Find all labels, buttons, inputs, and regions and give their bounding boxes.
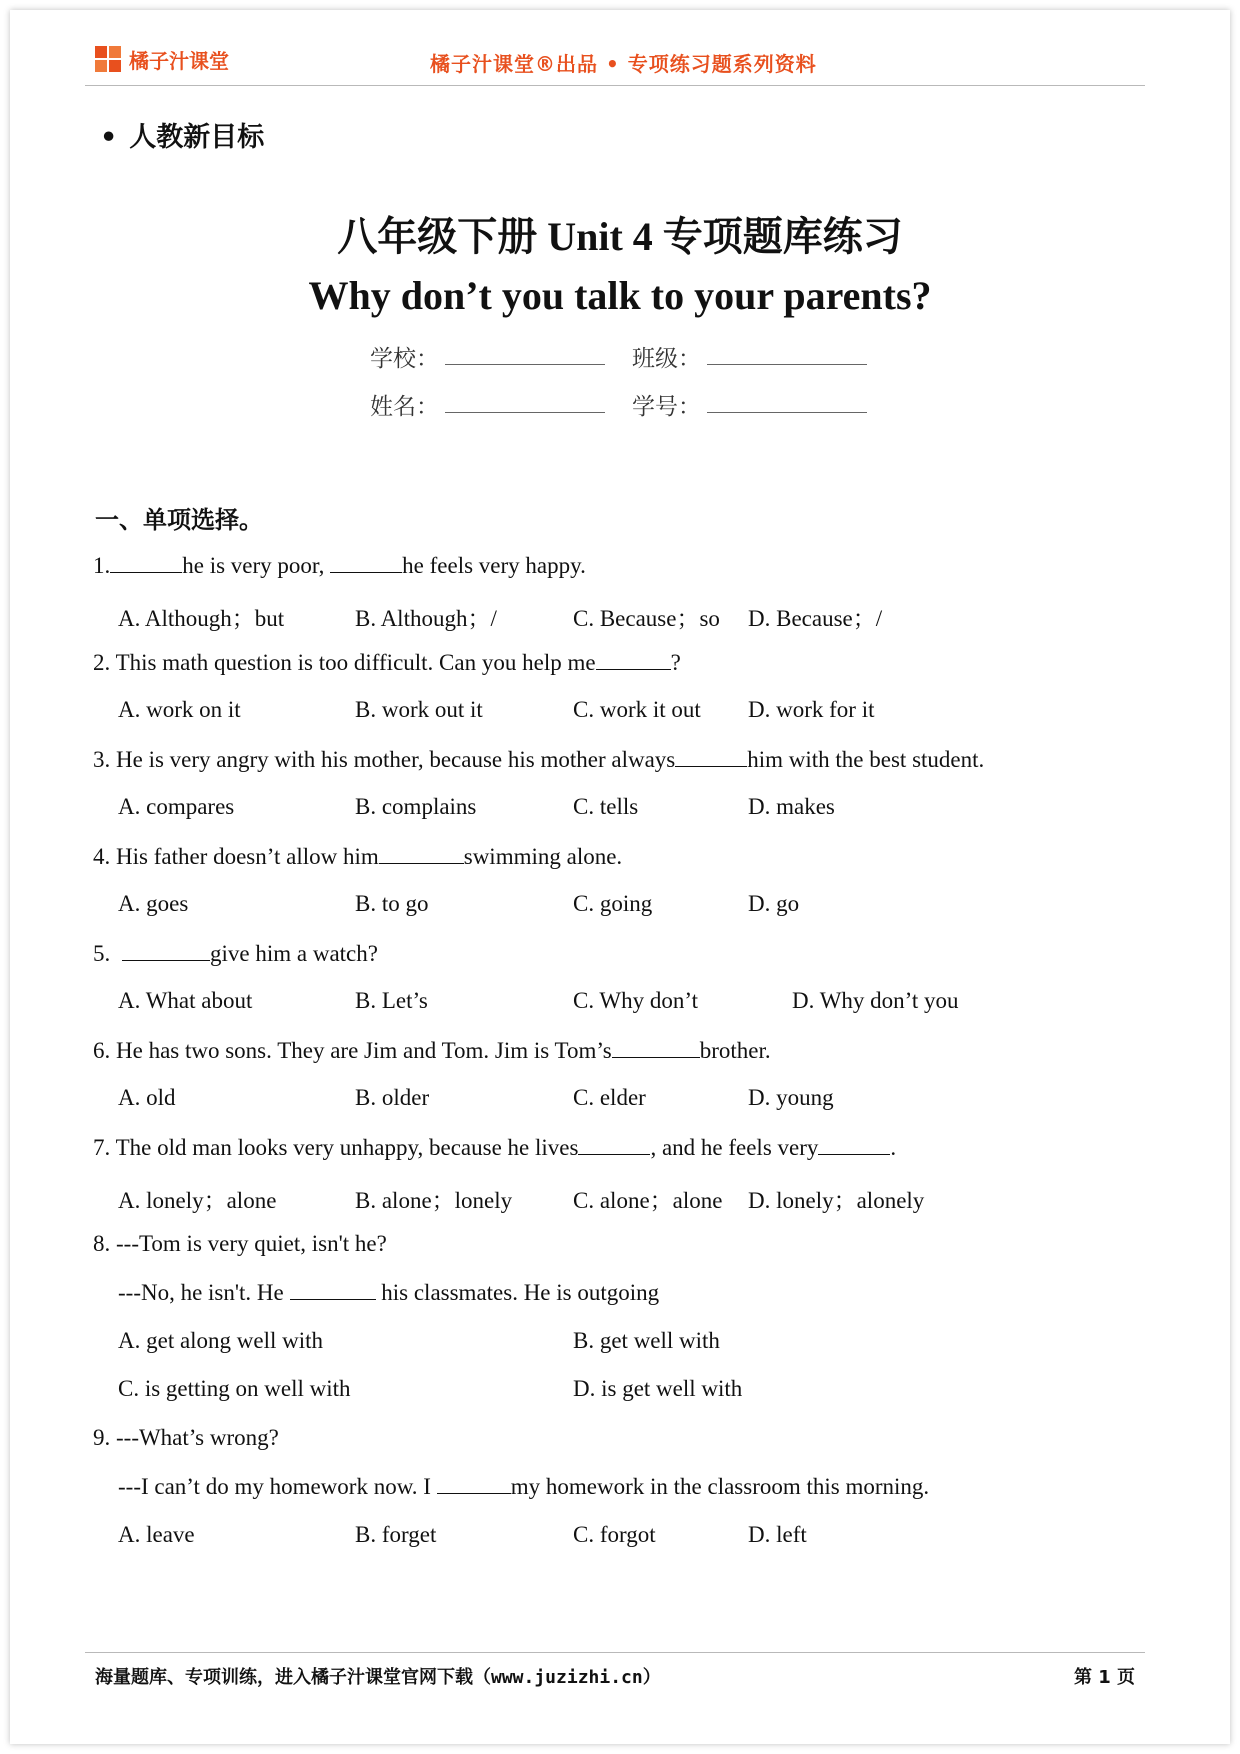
header-tagline: 橘子汁课堂®出品 • 专项练习题系列资料	[430, 52, 817, 76]
option-d[interactable]: D. work for it	[748, 697, 875, 722]
answer-blank[interactable]	[290, 1279, 376, 1300]
answer-blank[interactable]	[110, 552, 182, 573]
option-a[interactable]: A. work on it	[118, 697, 241, 722]
option-c[interactable]: C. forgot	[573, 1522, 656, 1547]
option-d[interactable]: D. go	[748, 891, 800, 916]
page-header	[85, 45, 1145, 86]
option-d[interactable]: D. left	[748, 1522, 807, 1547]
option-a[interactable]: A. What about	[118, 988, 253, 1013]
school-label: 学校：	[370, 346, 439, 372]
option-d[interactable]: D. Because；/	[748, 606, 883, 631]
footer-promo: 海量题库、专项训练，进入橘子汁课堂官网下载（www.juzizhi.cn）	[95, 1667, 661, 1688]
bullet-icon: •	[100, 122, 118, 153]
option-b[interactable]: B. older	[355, 1085, 430, 1110]
series-label	[100, 115, 264, 154]
page-title: 八年级下册 Unit 4 专项题库练习	[337, 214, 903, 259]
brand-name: 橘子汁课堂	[129, 49, 229, 73]
name-label: 姓名：	[370, 394, 439, 420]
answer-blank[interactable]	[437, 1473, 511, 1494]
option-d[interactable]: D. young	[748, 1085, 834, 1110]
class-label: 班级：	[632, 346, 701, 372]
question-8: 8. ---Tom is very quiet, isn't he?	[93, 1231, 387, 1256]
number-label: 学号：	[632, 394, 701, 420]
option-c[interactable]: C. alone；alone	[573, 1188, 723, 1213]
option-b[interactable]: B. alone；lonely	[355, 1188, 513, 1213]
option-d[interactable]: D. lonely；alonely	[748, 1188, 925, 1213]
answer-blank[interactable]	[578, 1134, 650, 1155]
class-field[interactable]	[707, 364, 867, 365]
page-subtitle: Why don’t you talk to your parents?	[308, 273, 932, 318]
option-c[interactable]: C. Why don’t	[573, 988, 699, 1013]
option-c[interactable]: C. is getting on well with	[118, 1376, 351, 1401]
question-1: 1. he is very poor, he feels very happy.	[93, 553, 586, 578]
answer-blank[interactable]	[675, 746, 747, 767]
question-3: 3. He is very angry with his mother, because his mother always him with the best student.	[93, 747, 985, 772]
option-c[interactable]: C. going	[573, 891, 653, 916]
option-b[interactable]: B. get well with	[573, 1328, 720, 1353]
answer-blank[interactable]	[379, 843, 464, 864]
page-number: 第 1 页	[1073, 1667, 1135, 1688]
option-a[interactable]: A. compares	[118, 794, 235, 819]
answer-blank[interactable]	[596, 649, 671, 670]
option-b[interactable]: B. Let’s	[355, 988, 428, 1013]
option-a[interactable]: A. Although；but	[118, 606, 285, 631]
question-7: 7. The old man looks very unhappy, because he lives , and he feels very .	[93, 1135, 897, 1160]
series-text: 人教新目标	[129, 122, 265, 153]
name-field[interactable]	[445, 412, 605, 413]
question-4: 4. His father doesn’t allow him swimming alone.	[93, 844, 623, 869]
question-9-reply: ---I can’t do my homework now. I my homework in the classroom this morning.	[118, 1474, 930, 1499]
page-footer	[85, 1652, 1145, 1688]
option-a[interactable]: A. get along well with	[118, 1328, 324, 1353]
option-c[interactable]: C. work it out	[573, 697, 701, 722]
option-c[interactable]: C. tells	[573, 794, 639, 819]
question-6: 6. He has two sons. They are Jim and Tom. Jim is Tom’s brother.	[93, 1038, 771, 1063]
option-a[interactable]: A. leave	[118, 1522, 195, 1547]
option-b[interactable]: B. Although；/	[355, 606, 497, 631]
option-c[interactable]: C. elder	[573, 1085, 646, 1110]
option-d[interactable]: D. Why don’t you	[792, 988, 959, 1013]
answer-blank[interactable]	[612, 1037, 700, 1058]
section-heading: 一、单项选择。	[95, 508, 263, 534]
brand-logo	[95, 45, 229, 74]
option-d[interactable]: D. makes	[748, 794, 835, 819]
option-a[interactable]: A. goes	[118, 891, 189, 916]
question-9: 9. ---What’s wrong?	[93, 1425, 279, 1450]
school-field[interactable]	[445, 364, 605, 365]
answer-blank[interactable]	[122, 940, 210, 961]
question-5: 5. give him a watch?	[93, 941, 378, 966]
option-b[interactable]: B. complains	[355, 794, 477, 819]
option-b[interactable]: B. work out it	[355, 697, 483, 722]
answer-blank[interactable]	[818, 1134, 890, 1155]
option-a[interactable]: A. old	[118, 1085, 176, 1110]
option-c[interactable]: C. Because；so	[573, 606, 720, 631]
question-2: 2. This math question is too difficult. Can you help me ?	[93, 650, 681, 675]
question-8-reply: ---No, he isn't. He his classmates. He is outgoing	[118, 1280, 660, 1305]
option-a[interactable]: A. lonely；alone	[118, 1188, 277, 1213]
option-d[interactable]: D. is get well with	[573, 1376, 743, 1401]
logo-icon	[95, 46, 123, 74]
option-b[interactable]: B. forget	[355, 1522, 437, 1547]
answer-blank[interactable]	[330, 552, 402, 573]
number-field[interactable]	[707, 412, 867, 413]
option-b[interactable]: B. to go	[355, 891, 429, 916]
